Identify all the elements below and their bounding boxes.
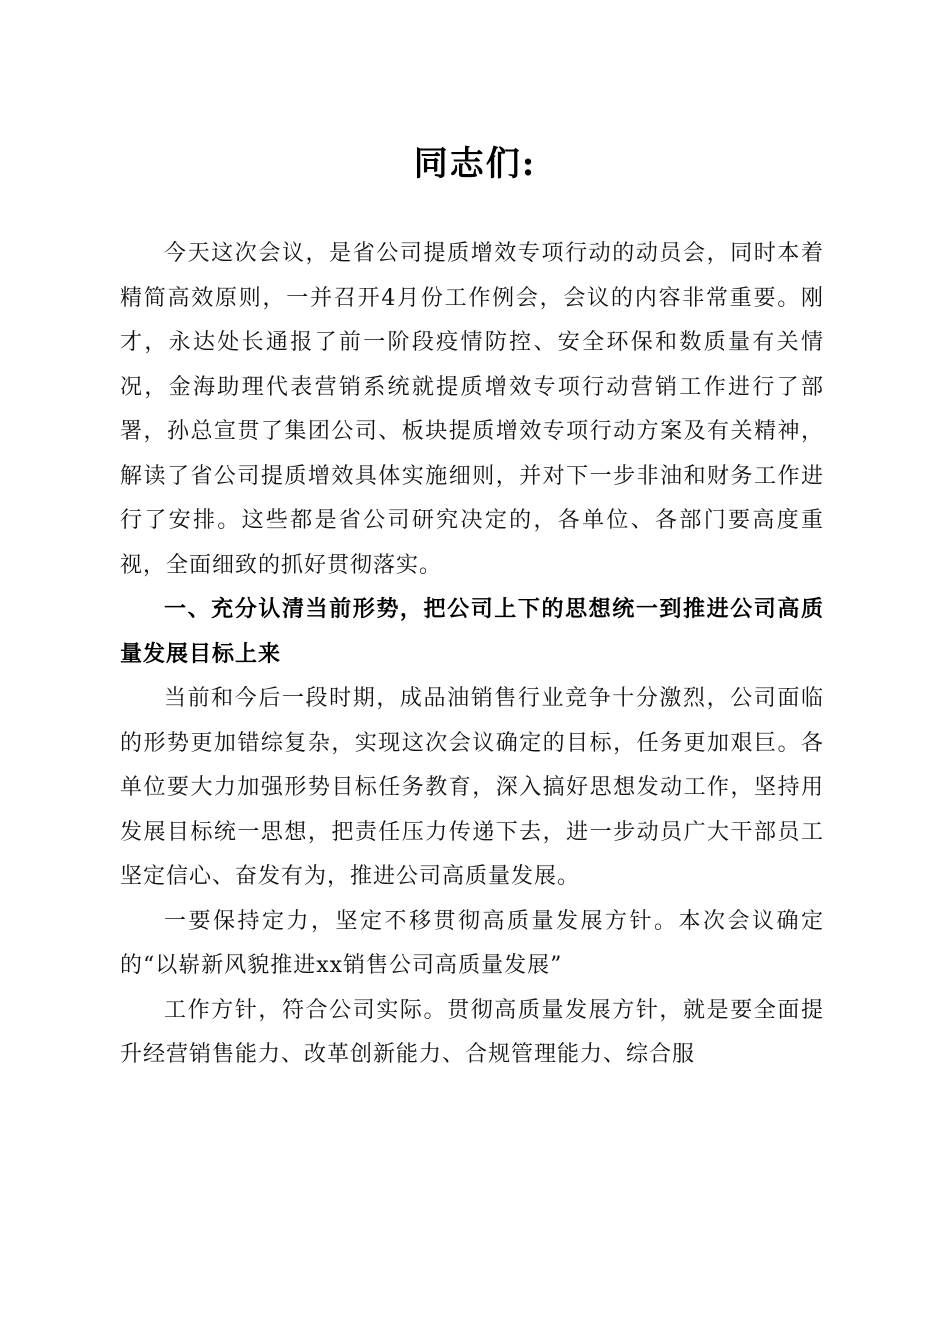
paragraph-policy: 工作方针，符合公司实际。贯彻高质量发展方针，就是要全面提升经营销售能力、改革创新能力、合规管理能力、综合服 <box>120 997 824 1067</box>
paragraph-point-1: 一要保持定力，坚定不移贯彻高质量发展方针。本次会议确定的“以崭新风貌推进xx销售公司高质量发展” <box>120 908 824 978</box>
paragraph-opening: 今天这次会议，是省公司提质增效专项行动的动员会，同时本着精简高效原则，一并召开4月份工作例会，会议的内容非常重要。刚才，永达处长通报了前一阶段疫情防控、安全环保和数质量有关情况，金海助理代表营销系统就提质增效专项行动营销工作进行了部署，孙总宣贯了集团公司、板块提质增效专项行动方案及有关精神，解读了省公司提质增效具体实施细则，并对下一步非油和财务工作进行了安排。这些都是省公司研究决定的，各单位、各部门要高度重视，全面细致的抓好贯彻落实。 <box>120 241 824 578</box>
section-heading-1: 一、充分认清当前形势，把公司上下的思想统一到推进公司高质量发展目标上来 <box>120 597 824 667</box>
paragraph-situation: 当前和今后一段时期，成品油销售行业竞争十分激烈，公司面临的形势更加错综复杂，实现这次会议确定的目标，任务更加艰巨。各单位要大力加强形势目标任务教育，深入搞好思想发动工作，坚持用发展目标统一思想，把责任压力传递下去，进一步动员广大干部员工坚定信心、奋发有为，推进公司高质量发展。 <box>120 686 824 889</box>
document-body <box>120 232 824 1078</box>
document-title: 同志们: <box>413 144 537 184</box>
